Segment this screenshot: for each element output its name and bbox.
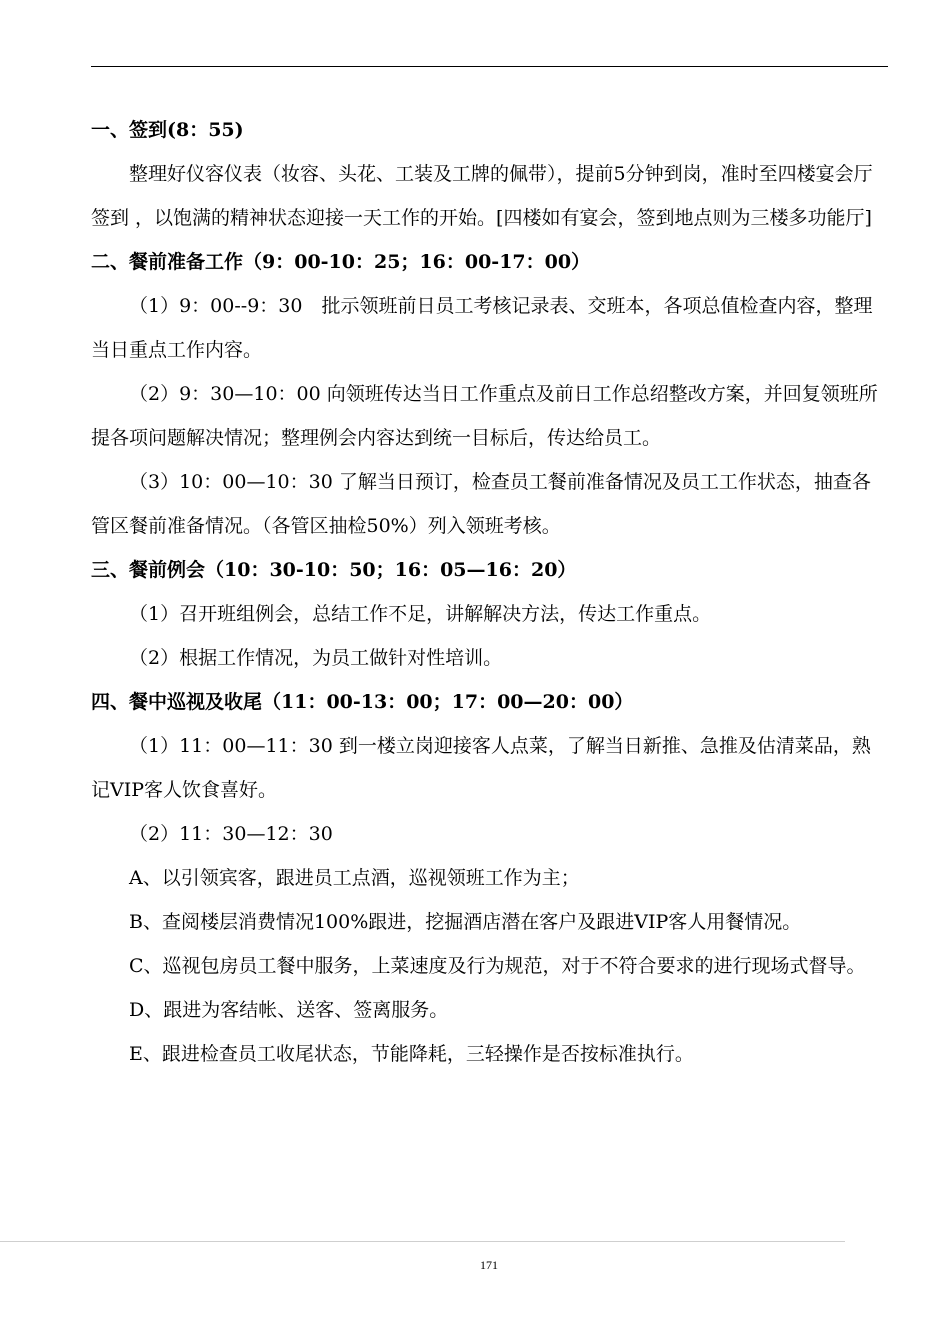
paragraph: （2）9：30—10：00 向领班传达当日工作重点及前日工作总绍整改方案，并回复领班所提各项问题解决情况；整理例会内容达到统一目标后，传达给员工。 bbox=[91, 383, 878, 449]
paragraph: （1）9：00--9：30 批示领班前日员工考核记录表、交班本，各项总值检查内容，整理当日重点工作内容。 bbox=[91, 295, 873, 361]
paragraph: B、查阅楼层消费情况100%跟进，挖掘酒店潜在客户及跟进VIP客人用餐情况。 bbox=[129, 911, 802, 933]
page-number: 171 bbox=[480, 1258, 498, 1272]
paragraph: （3）10：00—10：30 了解当日预订，检查员工餐前准备情况及员工工作状态，抽查各管区餐前准备情况。（各管区抽检50%）列入领班考核。 bbox=[91, 471, 871, 537]
paragraph: （2）根据工作情况，为员工做针对性培训。 bbox=[129, 647, 503, 669]
section-heading-sign-in: 一、签到(8：55) bbox=[91, 119, 244, 141]
paragraph: （2）11：30—12：30 bbox=[129, 823, 333, 845]
footer-rule bbox=[0, 1241, 845, 1242]
paragraph: A、以引领宾客，跟进员工点酒，巡视领班工作为主； bbox=[129, 867, 580, 889]
document-body bbox=[91, 108, 888, 1076]
paragraph: 整理好仪容仪表（妆容、头花、工装及工牌的佩带），提前5分钟到岗，准时至四楼宴会厅签到 ，以饱满的精神状态迎接一天工作的开始。[四楼如有宴会，签到地点则为三楼多功能厅] bbox=[91, 163, 873, 229]
section-heading-preparation: 二、餐前准备工作（9：00-10：25；16：00-17：00） bbox=[91, 251, 591, 273]
paragraph: （1）召开班组例会，总结工作不足，讲解解决方法，传达工作重点。 bbox=[129, 603, 712, 625]
paragraph: （1）11：00—11：30 到一楼立岗迎接客人点菜，了解当日新推、急推及估清菜品，熟记VIP客人饮食喜好。 bbox=[91, 735, 871, 801]
paragraph: C、巡视包房员工餐中服务，上菜速度及行为规范，对于不符合要求的进行现场式督导。 bbox=[129, 955, 866, 977]
section-heading-meeting: 三、餐前例会（10：30-10：50；16：05—16：20） bbox=[91, 559, 577, 581]
header-rule bbox=[91, 66, 888, 67]
paragraph: D、跟进为客结帐、送客、签离服务。 bbox=[129, 999, 449, 1021]
paragraph: E、跟进检查员工收尾状态，节能降耗，三轻操作是否按标准执行。 bbox=[129, 1043, 694, 1065]
section-heading-patrol: 四、餐中巡视及收尾（11：00-13：00；17：00—20：00） bbox=[91, 691, 634, 713]
